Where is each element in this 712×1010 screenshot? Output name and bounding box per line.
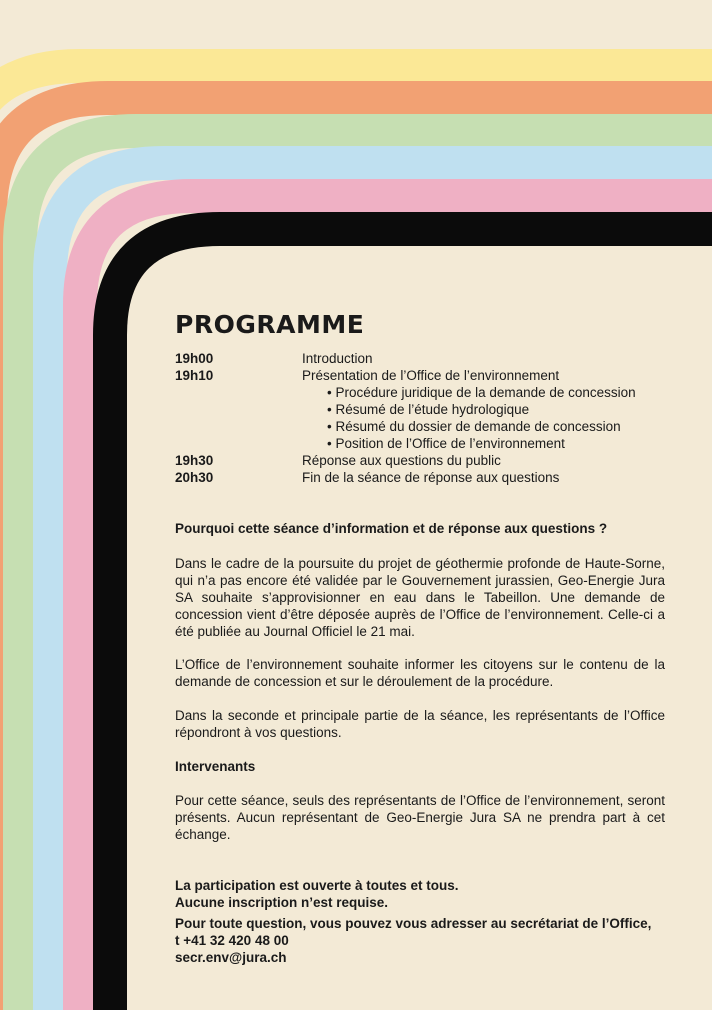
- schedule-label: Fin de la séance de réponse aux questions: [302, 470, 560, 485]
- footer-contact-line: Pour toute question, vous pouvez vous adresser au secrétariat de l’Office,: [175, 916, 652, 931]
- schedule-time: 19h30: [175, 453, 214, 468]
- schedule-time: 20h30: [175, 470, 214, 485]
- schedule-time: 19h00: [175, 351, 214, 366]
- footer-no-registration: Aucune inscription n’est requise.: [175, 895, 389, 910]
- why-heading: Pourquoi cette séance d’information et de réponse aux questions ?: [175, 521, 608, 536]
- schedule-time: 19h10: [175, 368, 214, 383]
- schedule-row: [175, 350, 665, 367]
- schedule-row: [175, 367, 665, 452]
- schedule-row: [175, 452, 665, 469]
- schedule-row: [175, 469, 665, 486]
- schedule-sub-list: [302, 384, 665, 452]
- footer-phone: t +41 32 420 48 00: [175, 933, 289, 948]
- why-paragraph-3: Dans la seconde et principale partie de la séance, les représentants de l’Office répondront à vos questions.: [175, 708, 665, 740]
- schedule-label: Présentation de l’Office de l’environnement: [302, 368, 560, 383]
- footer-email[interactable]: secr.env@jura.ch: [175, 950, 287, 965]
- page-title: PROGRAMME: [175, 310, 365, 339]
- schedule-sub-item: • Procédure juridique de la demande de concession: [327, 384, 665, 401]
- schedule-label: Introduction: [302, 351, 373, 366]
- schedule-sub-item: • Position de l’Office de l’environnement: [327, 435, 665, 452]
- schedule-sub-item: • Résumé du dossier de demande de concession: [327, 418, 665, 435]
- programme-schedule: [175, 350, 665, 486]
- footer-participation: La participation est ouverte à toutes et tous.: [175, 878, 459, 893]
- schedule-label: Réponse aux questions du public: [302, 453, 501, 468]
- why-paragraph-1: Dans le cadre de la poursuite du projet de géothermie profonde de Haute-Sorne, qui n’a pas encore été validée par le Gouvernement jurassien, Geo-Energie Jura SA souhaite s’approvisionner en eau dans le Tabeillon. Une demande de concession vient d’être déposée auprès de l’Office de l’environnement. Celle-ci a été publiée au Journal Officiel le 21 mai.: [175, 556, 665, 639]
- schedule-sub-item: • Résumé de l’étude hydrologique: [327, 401, 665, 418]
- speakers-heading: Intervenants: [175, 759, 256, 774]
- why-paragraph-2: L’Office de l’environnement souhaite informer les citoyens sur le contenu de la demande de concession et sur le déroulement de la procédure.: [175, 657, 665, 689]
- speakers-paragraph: Pour cette séance, seuls des représentants de l’Office de l’environnement, seront présents. Aucun représentant de Geo-Energie Jura SA ne prendra part à cet échange.: [175, 793, 665, 842]
